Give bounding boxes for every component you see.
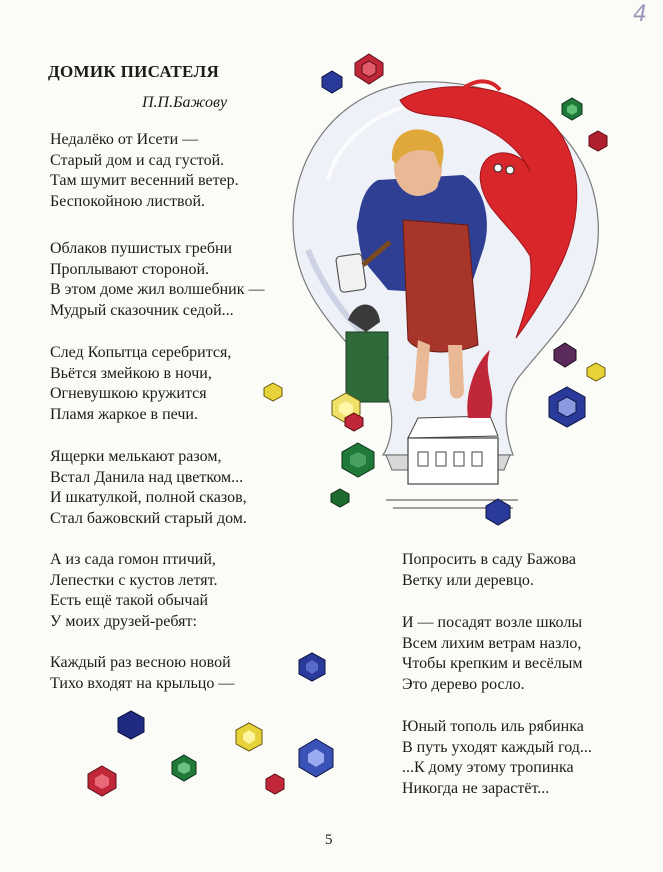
stanza-8	[402, 613, 583, 696]
poem-line: Облаков пушистых гребни	[50, 240, 233, 257]
poem-line: Всем лихим ветрам назло,	[402, 634, 582, 652]
gem-topaz-icon	[234, 722, 264, 752]
gem-emerald-icon	[330, 488, 350, 508]
poem-line: Там шумит весенний ветер.	[50, 172, 239, 190]
gem-amethyst-icon	[552, 342, 578, 368]
gem-sapphire-icon	[296, 738, 336, 778]
gem-ruby-icon	[587, 130, 609, 152]
stanza-6	[50, 653, 234, 694]
poem-line: Попросить в саду Бажова	[402, 551, 576, 568]
gem-topaz-icon	[263, 382, 283, 402]
stanza-3	[50, 343, 231, 426]
poem-line: И шкатулкой, полной сказов,	[50, 489, 247, 507]
stanza-4	[50, 447, 247, 530]
page-number: 5	[325, 832, 333, 848]
poem-line: У моих друзей-ребят:	[50, 613, 197, 631]
poem-line: Юный тополь иль рябинка	[402, 718, 584, 735]
poem-line: Ящерки мелькают разом,	[50, 448, 222, 465]
poem-line: Старый дом и сад густой.	[50, 151, 225, 169]
stanza-9	[402, 717, 592, 800]
handwritten-page-mark: 4	[633, 2, 647, 27]
poem-line: Чтобы крепким и весёлым	[402, 655, 583, 673]
poem-line: Недалёко от Исети —	[50, 131, 199, 148]
poem-line: Беспокойною листвой.	[50, 193, 206, 211]
poem-line: Есть ещё такой обычай	[50, 592, 209, 610]
poem-line: Это дерево росло.	[402, 676, 525, 694]
gem-sapphire-icon	[545, 385, 589, 429]
poem-line: След Копытца серебрится,	[50, 344, 232, 361]
gem-sapphire-icon	[297, 652, 327, 682]
poem-line: Тихо входят на крыльцо —	[50, 674, 235, 692]
lightbulb-illustration	[268, 60, 628, 530]
poem-dedication: П.П.Бажову	[142, 94, 228, 111]
gem-topaz-icon	[586, 362, 606, 382]
poem-line: В этом доме жил волшебник —	[50, 281, 265, 299]
gem-ruby-icon	[86, 765, 118, 797]
gem-emerald-icon	[170, 754, 198, 782]
poem-line: Встал Данила над цветком...	[50, 468, 244, 486]
gem-emerald-icon	[560, 97, 584, 121]
poem-line: А из сада гомон птичий,	[50, 551, 216, 568]
poem-line: Никогда не зарастёт...	[402, 780, 550, 798]
stanza-1	[50, 130, 239, 213]
poem-line: Каждый раз весною новой	[50, 654, 231, 671]
poem-line: И — посадят возле школы	[402, 614, 583, 631]
poem-line: В путь уходят каждый год...	[402, 738, 592, 756]
gem-sapphire-icon	[484, 498, 512, 526]
stanza-7	[402, 550, 576, 591]
stanza-5	[50, 550, 217, 633]
gem-sapphire-icon	[320, 70, 344, 94]
poem-line: Пламя жаркое в печи.	[50, 406, 198, 424]
gem-ruby-icon	[264, 773, 286, 795]
stanza-2	[50, 239, 264, 322]
gem-ruby-icon	[352, 52, 386, 86]
gem-sapphire-icon	[116, 710, 146, 740]
gem-emerald-icon	[340, 442, 376, 478]
poem-title: ДОМИК ПИСАТЕЛЯ	[48, 62, 220, 81]
poem-line: Ветку или деревцо.	[402, 571, 534, 589]
poem-line: Лепестки с кустов летят.	[50, 571, 218, 589]
poem-line: Вьётся змейкою в ночи,	[50, 364, 212, 382]
poem-line: ...К дому этому тропинка	[402, 759, 574, 777]
poem-line: Мудрый сказочник седой...	[50, 302, 234, 320]
gem-ruby-icon	[344, 412, 364, 432]
poem-line: Проплывают стороной.	[50, 260, 210, 278]
poem-line: Огневушкою кружится	[50, 385, 207, 403]
poem-line: Стал бажовский старый дом.	[50, 510, 247, 528]
